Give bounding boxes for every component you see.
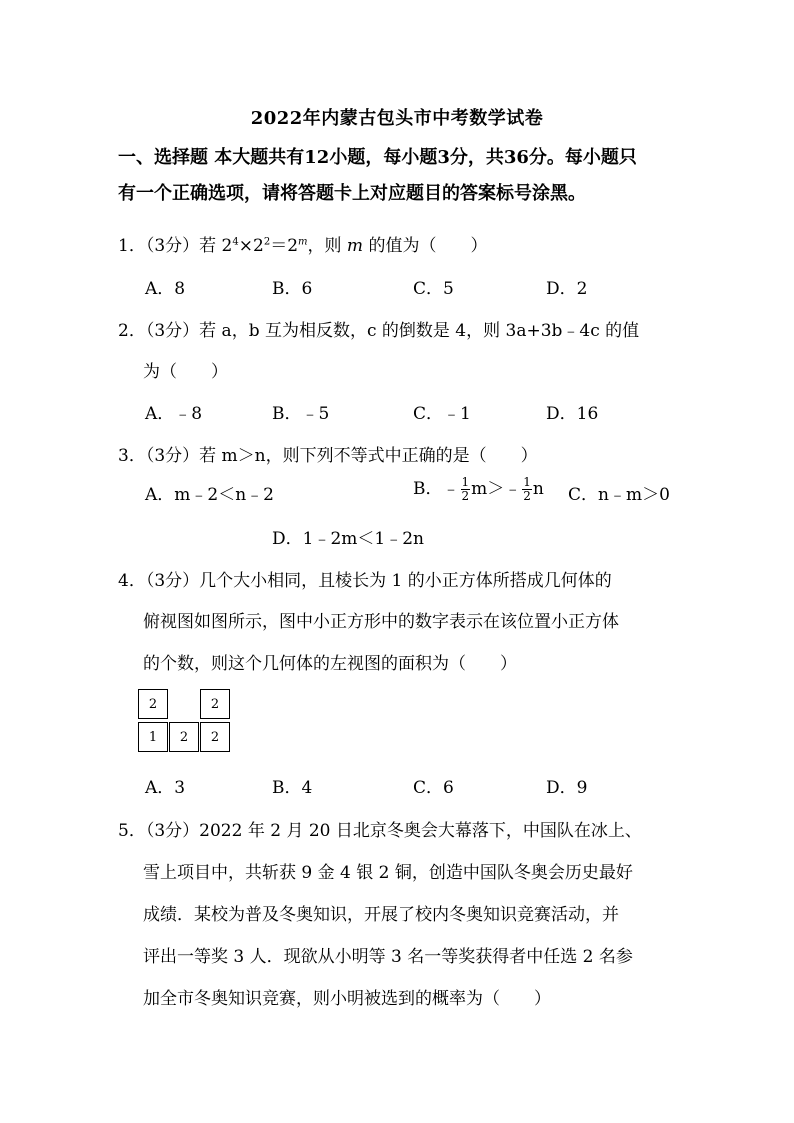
exponent: 4 [232,236,239,248]
option-text: B．﹣ [413,479,460,499]
question-number: 3． [118,446,146,466]
section-heading [118,140,688,212]
exponent: 2 [263,236,271,248]
q4-option-c: C．6 [413,778,454,798]
question-score: （3分） [145,446,200,466]
question-5-line5: 加全市冬奥知识竞赛，则小明被选到的概率为（ ） [143,989,551,1009]
question-1 [118,231,487,256]
question-text: 的值为（ ） [363,236,488,256]
question-5 [118,816,642,841]
question-number: 5． [118,821,146,841]
grid-cell: 1 [138,722,168,752]
question-text: 若 2 [199,236,233,256]
grid-cell: 2 [200,689,230,719]
section-heading-line1: 一、选择题 本大题共有12小题，每小题3分，共36分。每小题只 [118,147,637,168]
fraction [522,476,532,503]
question-text: 若 a，b 互为相反数，c 的倒数是 4，则 3a+3b﹣4c 的值 [199,321,640,341]
question-4-line3: 的个数，则这个几何体的左视图的面积为（ ） [143,654,517,674]
question-score: （3分） [145,571,200,591]
q3-option-a: A．m﹣2＜n﹣2 [145,485,274,505]
question-2 [118,316,639,341]
question-5-line3: 成绩．某校为普及冬奥知识，开展了校内冬奥知识竞赛活动，并 [143,905,619,925]
question-score: （3分） [145,236,200,256]
top-view-figure [138,689,232,753]
question-4 [118,566,612,591]
question-2-continued: 为（ ） [143,362,228,382]
q4-option-a: A．3 [145,778,186,798]
page-title: 2022年内蒙古包头市中考数学试卷 [250,108,544,129]
question-score: （3分） [145,321,200,341]
q1-option-b: B．6 [272,279,313,299]
q2-option-c: C．﹣1 [413,404,471,424]
question-number: 2． [118,321,146,341]
q3-option-b [413,474,544,503]
fraction-numerator: 1 [461,475,470,489]
variable: m [346,236,364,256]
option-text: n [532,479,544,499]
section-heading-line2: 有一个正确选项，请将答题卡上对应题目的答案标号涂黑。 [118,183,586,204]
q2-option-a: A．﹣8 [145,404,203,424]
q1-option-c: C．5 [413,279,454,299]
question-text: ，则 [307,236,347,256]
grid-cell: 2 [200,722,230,752]
grid-cell: 2 [138,689,168,719]
q2-option-d: D．16 [546,404,599,424]
fraction-denominator: 2 [461,489,470,503]
question-3 [118,441,538,466]
question-text: ＝2 [270,236,299,256]
q1-option-d: D．2 [546,279,588,299]
question-number: 4． [118,571,146,591]
question-text: 2022 年 2 月 20 日北京冬奥会大幕落下，中国队在冰上、 [199,821,642,841]
question-text: 若 m＞n，则下列不等式中正确的是（ ） [199,446,538,466]
fraction-denominator: 2 [523,489,531,503]
fraction [461,476,471,503]
grid-cell: 2 [169,722,199,752]
question-score: （3分） [145,821,200,841]
q3-option-d: D．1﹣2m＜1﹣2n [272,529,424,549]
question-5-line2: 雪上项目中，共斩获 9 金 4 银 2 铜，创造中国队冬奥会历史最好 [143,863,633,883]
q2-option-b: B．﹣5 [272,404,330,424]
q4-option-b: B．4 [272,778,313,798]
exponent: m [298,236,308,248]
question-5-line4: 评出一等奖 3 人．现欲从小明等 3 名一等奖获得者中任选 2 名参 [143,947,633,967]
option-text: m＞﹣ [471,479,522,499]
question-text: ×2 [238,236,264,256]
question-4-line2: 俯视图如图所示，图中小正方形中的数字表示在该位置小正方体 [143,612,619,632]
q1-option-a: A．8 [145,279,186,299]
q4-option-d: D．9 [546,778,588,798]
question-number: 1． [118,236,146,256]
fraction-numerator: 1 [523,475,531,489]
question-text: 几个大小相同，且棱长为 1 的小正方体所搭成几何体的 [199,571,612,591]
q3-option-c: C．n﹣m＞0 [568,485,670,505]
